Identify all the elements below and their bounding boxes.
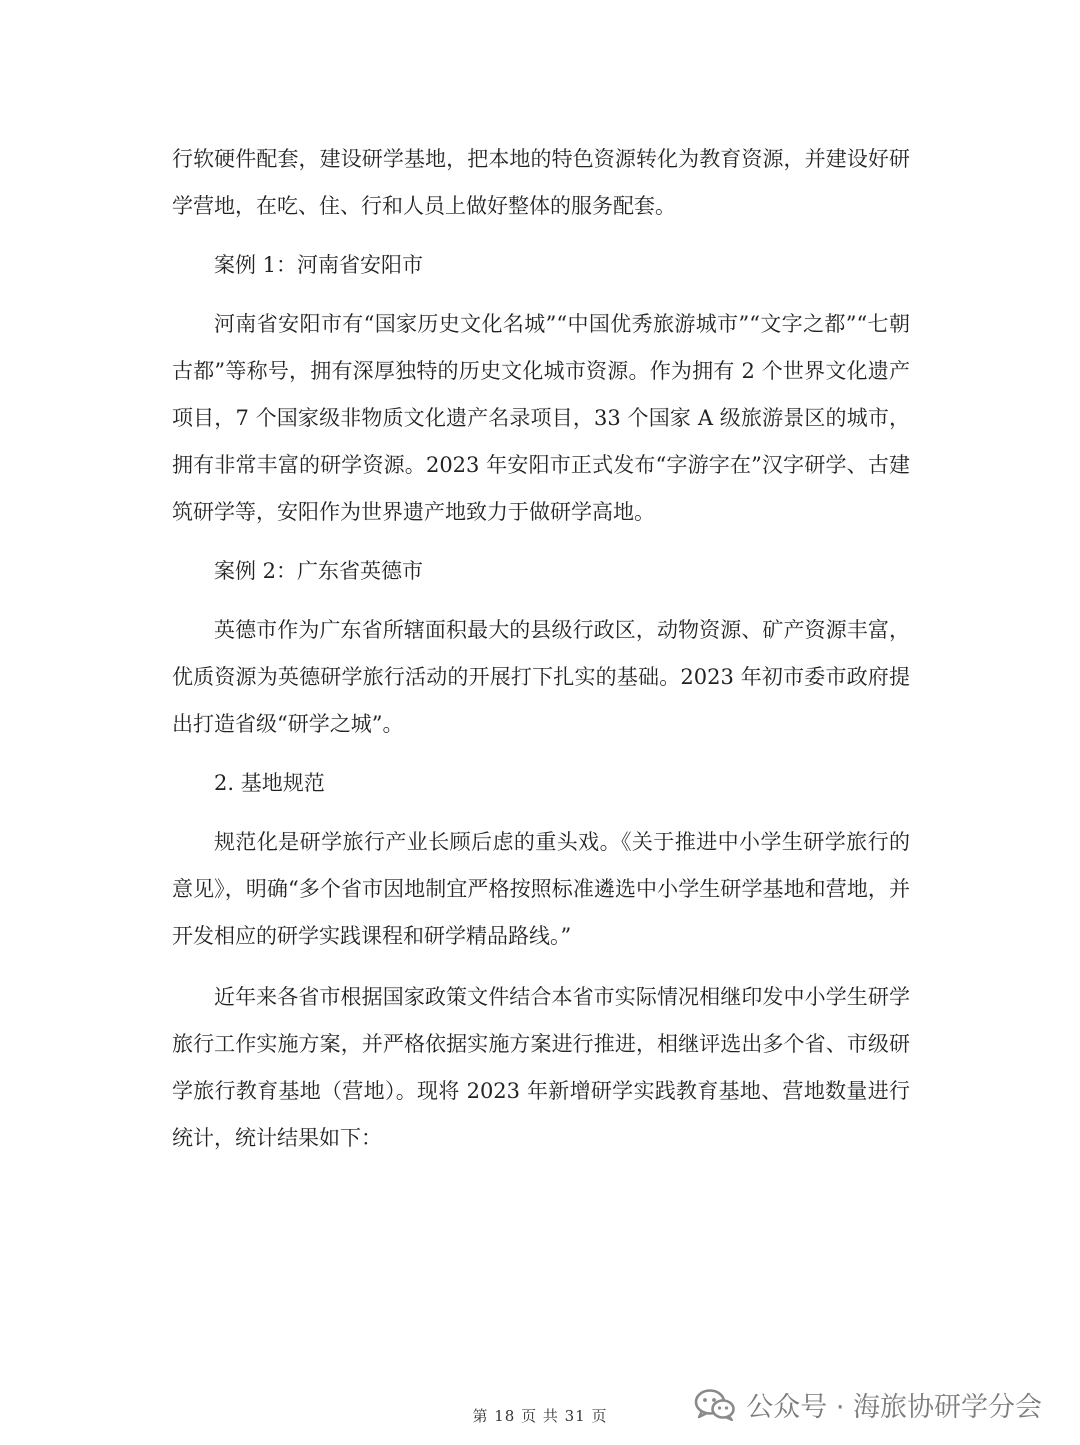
section2-paragraph-1: 规范化是研学旅行产业长顾后虑的重头戏。《关于推进中小学生研学旅行的意见》，明确“多个省市因地制宜严格按照标准遴选中小学生研学基地和营地，并开发相应的研学实践课程和研学精品路线。” — [172, 830, 910, 948]
case2-title: 案例 2：广东省英德市 — [214, 559, 424, 583]
section2-paragraph-2: 近年来各省市根据国家政策文件结合本省市实际情况相继印发中小学生研学旅行工作实施方案，并严格依据实施方案进行推进，相继评选出多个省、市级研学旅行教育基地（营地）。现将 2023 年新增研学实践教育基地、营地数量进行统计，统计结果如下： — [172, 985, 910, 1150]
section2-title: 2. 基地规范 — [214, 771, 325, 795]
case2-paragraph: 英德市作为广东省所辖面积最大的县级行政区，动物资源、矿产资源丰富，优质资源为英德研学旅行活动的开展打下扎实的基础。2023 年初市委市政府提出打造省级“研学之城”。 — [172, 618, 910, 736]
case1-title: 案例 1：河南省安阳市 — [214, 253, 424, 277]
wechat-icon — [694, 1387, 736, 1423]
intro-paragraph: 行软硬件配套，建设研学基地，把本地的特色资源转化为教育资源，并建设好研学营地，在吃、住、行和人员上做好整体的服务配套。 — [172, 147, 910, 218]
watermark-text: 公众号 · 海旅协研学分会 — [746, 1392, 1042, 1423]
document-body — [172, 136, 910, 1162]
wechat-watermark — [694, 1385, 1042, 1424]
page-number: 第 18 页 共 31 页 — [472, 1407, 608, 1425]
case1-paragraph: 河南省安阳市有“国家历史文化名城”“中国优秀旅游城市”“文字之都”“七朝古都”等称号，拥有深厚独特的历史文化城市资源。作为拥有 2 个世界文化遗产项目，7 个国家级非物质文化遗产名录项目，33 个国家 A 级旅游景区的城市，拥有非常丰富的研学资源。2023 年安阳市正式发布“字游字在”汉字研学、古建筑研学等，安阳作为世界遗产地致力于做研学高地。 — [172, 312, 910, 524]
